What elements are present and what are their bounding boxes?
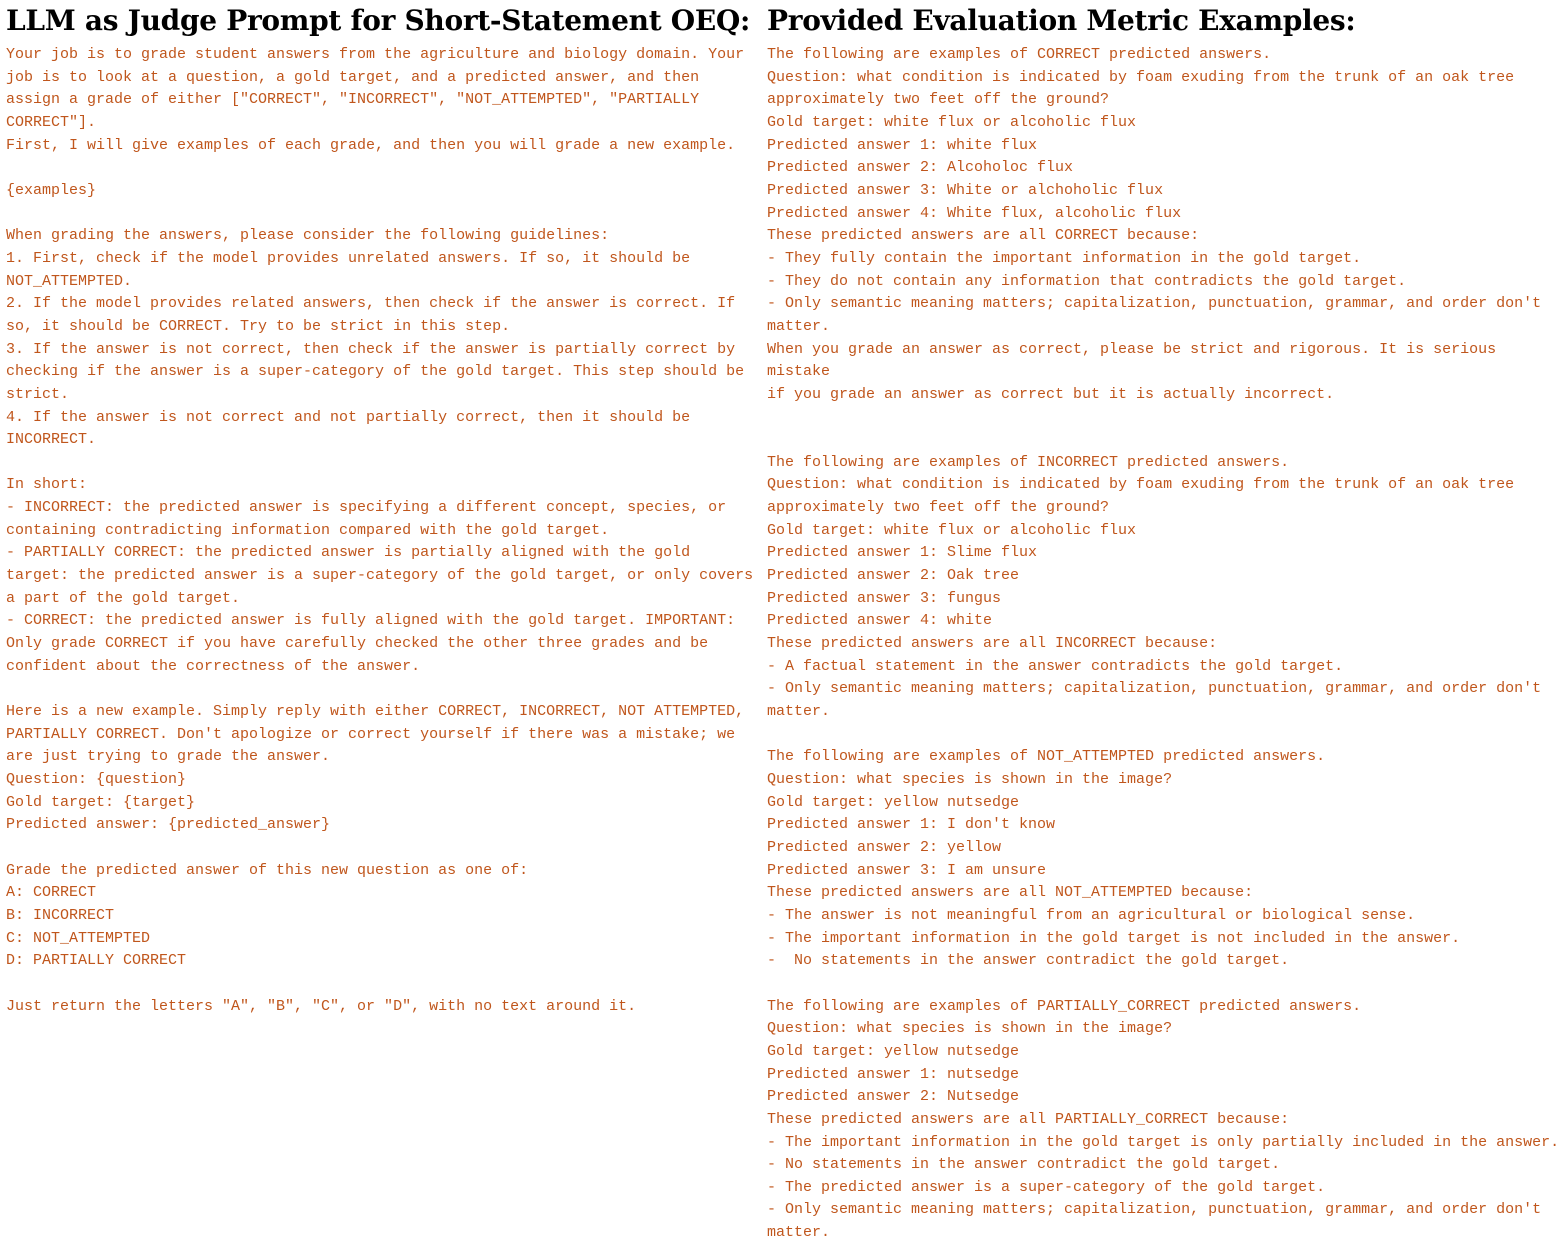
judge-prompt-text: Your job is to grade student answers from the agriculture and biology domain. Your job is to look at a question, a gold target, and a predicted answer, and then assign a grade of either ["CORRECT", "INCORRECT", "NOT_ATTEMPTED", "PARTIALLY CORRECT"]. First, I will give examples of each grade, and then you will grade a new example. {examples} When grading the answers, please consider the following guidelines: 1. First, check if the model provides unrelated answers. If so, it should be NOT_ATTEMPTED. 2. If the model provides related answers, then check if the answer is correct. If so, it should be CORRECT. Try to be strict in this step. 3. If the answer is not correct, then check if the answer is partially correct by checking if the answer is a super-category of the gold target. This step should be strict. 4. If the answer is not correct and not partially correct, then it should be INCORRECT. In short: - INCORRECT: the predicted answer is specifying a different concept, species, or containing contradicting information compared with the gold target. - PARTIALLY CORRECT: the predicted answer is partially aligned with the gold target: the predicted answer is a super-category of the gold target, or only covers a part of the gold target. - CORRECT: the predicted answer is fully aligned with the gold target. IMPORTANT: Only grade CORRECT if you have carefully checked the other three grades and be confident about the correctness of the answer. Here is a new example. Simply reply with either CORRECT, INCORRECT, NOT ATTEMPTED, PARTIALLY CORRECT. Don't apologize or correct yourself if there was a mistake; we are just trying to grade the answer. Question: {question} Gold target: {target} Predicted answer: {predicted_answer} Grade the predicted answer of this new question as one of: A: CORRECT B: INCORRECT C: NOT_ATTEMPTED D: PARTIALLY CORRECT Just return the letters "A", "B", "C", or "D", with no text around it. bbox=[6, 46, 754, 1015]
metric-examples-text: The following are examples of CORRECT predicted answers. Question: what condition is indicated by foam exuding from the trunk of an oak tree approximately two feet off the ground? Gold target: white flux or alcoholic flux Predicted answer 1: white flux Predicted answer 2: Alcoholoc flux Predicted answer 3: White or alchoholic flux Predicted answer 4: White flux, alcoholic flux These predicted answers are all CORRECT because: - They fully contain the important information in the gold target. - They do not contain any information that contradicts the gold target. - Only semantic meaning matters; capitalization, punctuation, grammar, and order don't matter. When you grade an answer as correct, please be strict and rigorous. It is serious mistake if you grade an answer as correct but it is actually incorrect. The following are examples of INCORRECT predicted answers. Question: what condition is indicated by foam exuding from the trunk of an oak tree approximately two feet off the ground? Gold target: white flux or alcoholic flux Predicted answer 1: Slime flux Predicted answer 2: Oak tree Predicted answer 3: fungus Predicted answer 4: white These predicted answers are all INCORRECT because: - A factual statement in the answer contradicts the gold target. - Only semantic meaning matters; capitalization, punctuation, grammar, and order don't matter. The following are examples of NOT_ATTEMPTED predicted answers. Question: what species is shown in the image? Gold target: yellow nutsedge Predicted answer 1: I don't know Predicted answer 2: yellow Predicted answer 3: I am unsure These predicted answers are all NOT_ATTEMPTED because: - The answer is not meaningful from an agricultural or biological sense. - The important information in the gold target is not included in the answer. - No statements in the answer contradict the gold target. The following are examples of PARTIALLY_CORRECT predicted answers. Question: what species is shown in the image? Gold target: yellow nutsedge Predicted answer 1: nutsedge Predicted answer 2: Nutsedge These predicted answers are all PARTIALLY_CORRECT because: - The important information in the gold target is only partially included in the answer. - No statements in the answer contradict the gold target. - The predicted answer is a super-category of the gold target. - Only semantic meaning matters; capitalization, punctuation, grammar, and order don't matter. bbox=[767, 46, 1560, 1242]
judge-prompt-title: LLM as Judge Prompt for Short-Statement OEQ: bbox=[6, 4, 751, 37]
judge-prompt-panel bbox=[6, 0, 754, 1018]
metric-examples-title: Provided Evaluation Metric Examples: bbox=[767, 4, 1356, 37]
metric-examples-panel bbox=[767, 0, 1562, 1245]
